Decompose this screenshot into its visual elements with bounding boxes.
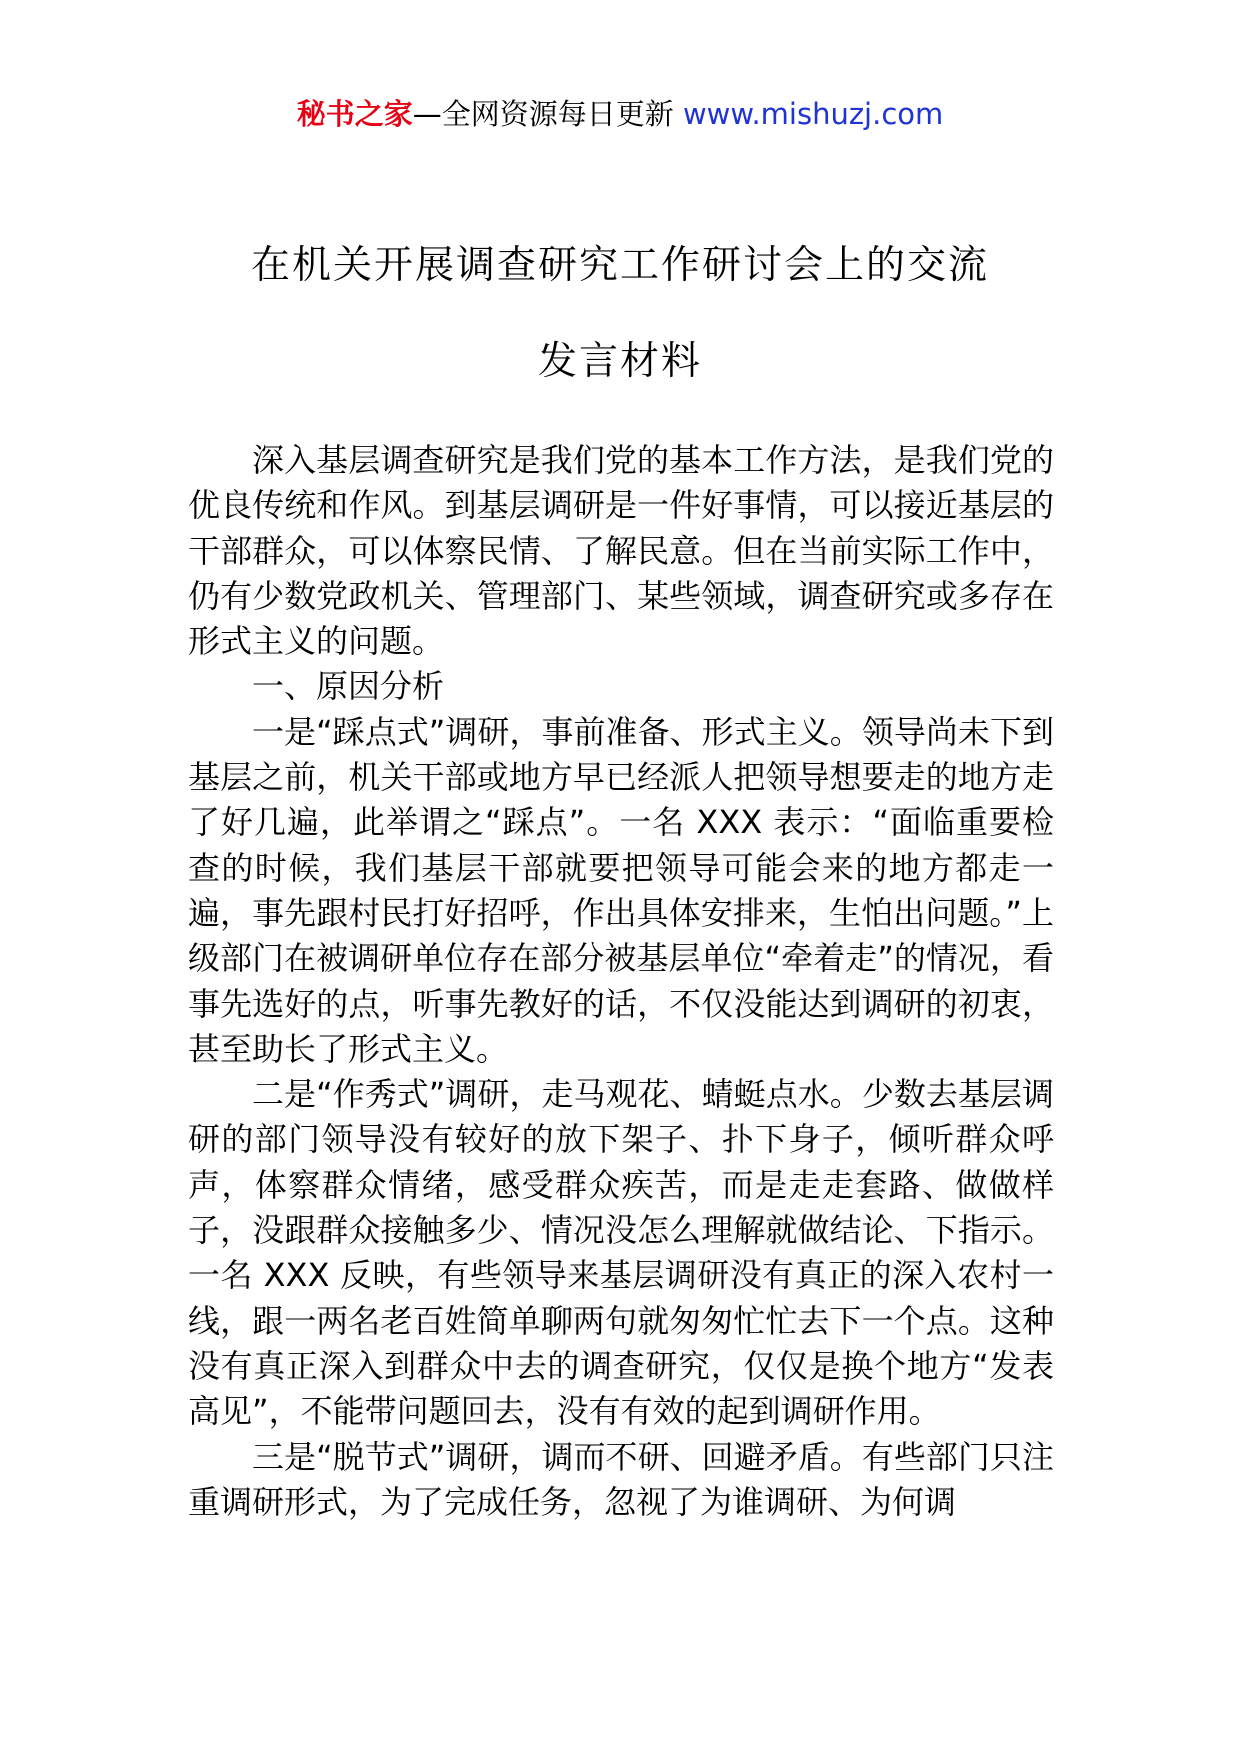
paragraph-intro: 深入基层调查研究是我们党的基本工作方法，是我们党的优良传统和作风。到基层调研是一件好事情，可以接近基层的干部群众，可以体察民情、了解民意。但在当前实际工作中，仍有少数党政机关、管理部门、某些领域，调查研究或多存在形式主义的问题。	[188, 441, 1054, 661]
header-tagline: —全网资源每日更新	[412, 97, 674, 131]
title-line-2: 发言材料	[537, 339, 702, 384]
section-heading-cause-analysis: 一、原因分析	[252, 667, 445, 706]
paragraph-point-two: 二是“作秀式”调研，走马观花、蜻蜓点水。少数去基层调研的部门领导没有较好的放下架子、扑下身子，倾听群众呼声，体察群众情绪，感受群众疾苦，而是走走套路、做做样子，没跟群众接触多少、情况没怎么理解就做结论、下指示。一名 XXX 反映，有些领导来基层调研没有真正的深入农村一线，跟一两名老百姓简单聊两句就匆匆忙忙去下一个点。这种没有真正深入到群众中去的调查研究，仅仅是换个地方“发表高见”，不能带问题回去，没有有效的起到调研作用。	[188, 1075, 1054, 1431]
document-title	[0, 218, 1240, 410]
title-line-1: 在机关开展调查研究工作研讨会上的交流	[250, 243, 989, 288]
site-url-link[interactable]: www.mishuzj.com	[682, 97, 944, 131]
page-header	[0, 94, 1240, 134]
document-body	[188, 438, 1054, 1525]
paragraph-point-one: 一是“踩点式”调研，事前准备、形式主义。领导尚未下到基层之前，机关干部或地方早已经派人把领导想要走的地方走了好几遍，此举谓之“踩点”。一名 XXX 表示：“面临重要检查的时候，我们基层干部就要把领导可能会来的地方都走一遍，事先跟村民打好招呼，作出具体安排来，生怕出问题。”上级部门在被调研单位存在部分被基层单位“牵着走”的情况，看事先选好的点，听事先教好的话，不仅没能达到调研的初衷，甚至助长了形式主义。	[188, 712, 1054, 1068]
brand-name: 秘书之家	[296, 97, 413, 131]
paragraph-point-three: 三是“脱节式”调研，调而不研、回避矛盾。有些部门只注重调研形式，为了完成任务，忽视了为谁调研、为何调	[188, 1437, 1054, 1521]
